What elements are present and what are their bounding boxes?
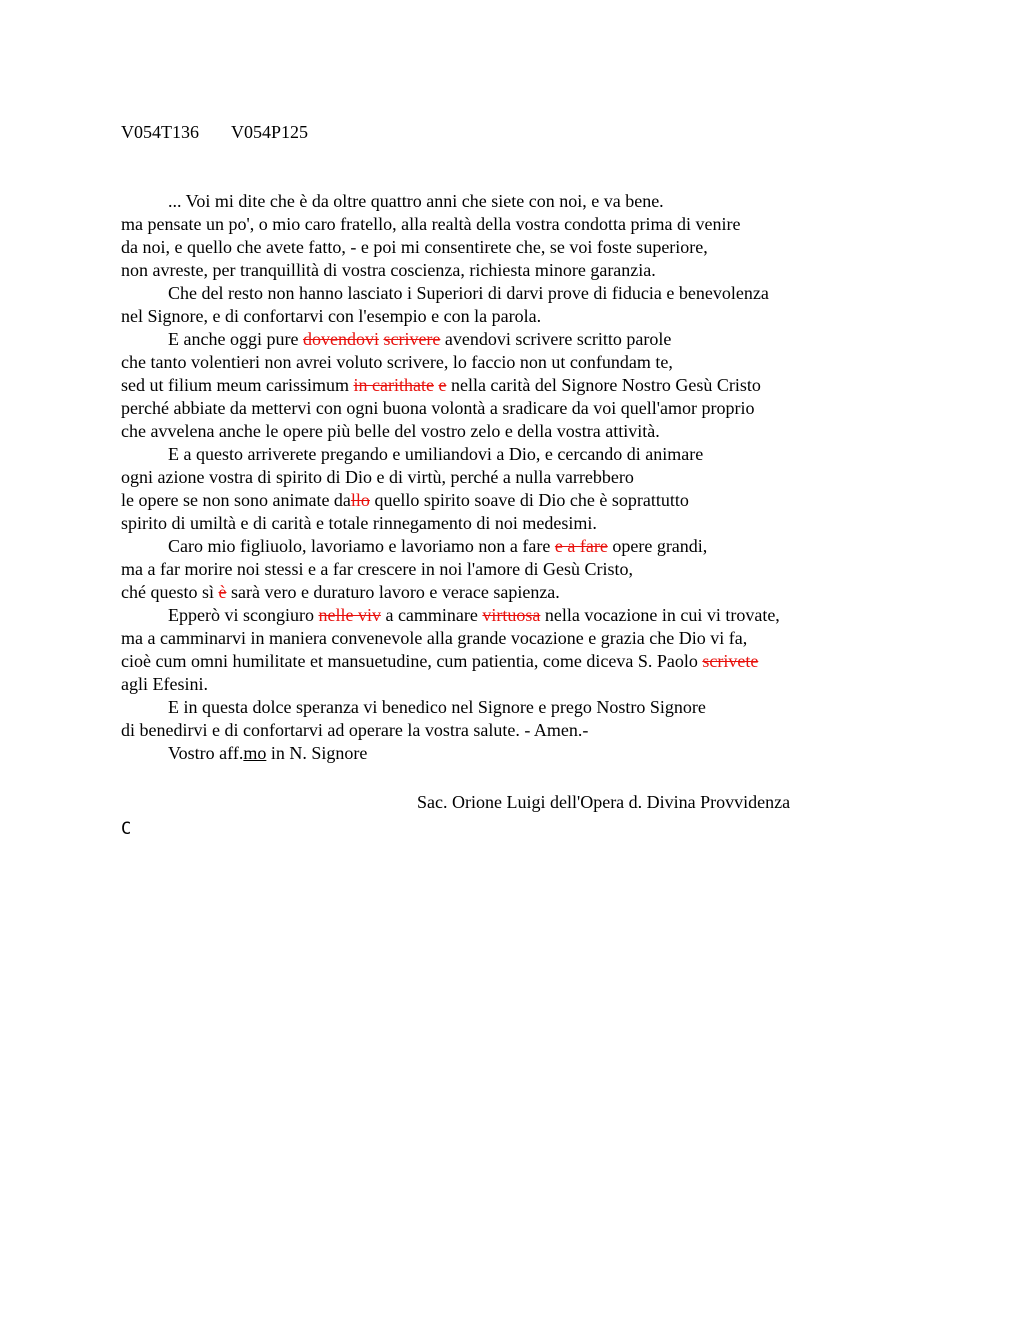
text-segment: ché questo sì xyxy=(121,582,219,602)
letter-line-6: nel Signore, e di confortarvi con l'esempio e con la parola. xyxy=(121,306,542,326)
letter-line-2: ma pensate un po', o mio caro fratello, alla realtà della vostra condotta prima di venire xyxy=(121,214,741,234)
closing-line xyxy=(121,742,901,765)
letter-line-14 xyxy=(121,489,901,512)
letter-line-16 xyxy=(121,535,901,558)
text-segment: E anche oggi pure xyxy=(168,329,303,349)
letter-line-3: da noi, e quello che avete fatto, - e poi mi consentirete che, se voi foste superiore, xyxy=(121,237,708,257)
letter-line-8: che tanto volentieri non avrei voluto scrivere, lo faccio non ut confundam te, xyxy=(121,352,673,372)
signature: Sac. Orione Luigi dell'Opera d. Divina Provvidenza xyxy=(417,792,791,812)
struck-text: e xyxy=(438,375,447,395)
text-segment: Epperò vi scongiuro xyxy=(168,605,319,625)
letter-line-19 xyxy=(121,604,901,627)
text-segment: a camminare xyxy=(380,605,483,625)
letter-line-10: perché abbiate da mettervi con ogni buona volontà a sradicare da voi quell'amor proprio xyxy=(121,398,755,418)
text-segment: opere grandi, xyxy=(607,536,708,556)
text-segment: nella vocazione in cui vi trovate, xyxy=(540,605,780,625)
letter-line-18 xyxy=(121,581,901,604)
code-t: V054T136 xyxy=(121,122,199,142)
letter-line-7 xyxy=(121,328,901,351)
text-segment: avendovi scrivere scritto parole xyxy=(440,329,672,349)
underlined-abbreviation: mo xyxy=(243,743,267,763)
footer-mark: C xyxy=(121,819,132,839)
text-segment: in N. Signore xyxy=(266,743,368,763)
struck-text: virtuosa xyxy=(482,605,541,625)
struck-text: scrivete xyxy=(702,651,759,671)
text-segment: sarà vero e duraturo lavoro e verace sapienza. xyxy=(226,582,560,602)
letter-line-9 xyxy=(121,374,901,397)
letter-line-5: Che del resto non hanno lasciato i Superiori di darvi prove di fiducia e benevolenza xyxy=(168,283,769,303)
struck-text: è xyxy=(218,582,227,602)
letter-line-13: ogni azione vostra di spirito di Dio e di virtù, perché a nulla varrebbero xyxy=(121,467,634,487)
text-segment: nella carità del Signore Nostro Gesù Cristo xyxy=(446,375,761,395)
letter-line-11: che avvelena anche le opere più belle del vostro zelo e della vostra attività. xyxy=(121,421,660,441)
struck-text: scrivere xyxy=(383,329,441,349)
letter-line-15: spirito di umiltà e di carità e totale rinnegamento di noi medesimi. xyxy=(121,513,597,533)
text-segment: quello spirito soave di Dio che è soprattutto xyxy=(369,490,689,510)
letter-line-24: di benedirvi e di confortarvi ad operare la vostra salute. - Amen.- xyxy=(121,720,589,740)
struck-text: in carithate xyxy=(353,375,434,395)
letter-line-4: non avreste, per tranquillità di vostra coscienza, richiesta minore garanzia. xyxy=(121,260,656,280)
struck-text: nelle viv xyxy=(318,605,381,625)
struck-text: e a fare xyxy=(554,536,608,556)
struck-text: dovendovi xyxy=(302,329,379,349)
letter-line-23: E in questa dolce speranza vi benedico nel Signore e prego Nostro Signore xyxy=(168,697,706,717)
text-segment: Caro mio figliuolo, lavoriamo e lavoriamo non a fare xyxy=(168,536,555,556)
letter-body xyxy=(121,190,901,765)
letter-line-12: E a questo arriverete pregando e umiliandovi a Dio, e cercando di animare xyxy=(168,444,704,464)
text-segment: Vostro aff. xyxy=(168,743,244,763)
letter-line-17: ma a far morire noi stessi e a far crescere in noi l'amore di Gesù Cristo, xyxy=(121,559,634,579)
code-p: V054P125 xyxy=(231,122,309,142)
letter-line-20: ma a camminarvi in maniera convenevole alla grande vocazione e grazia che Dio vi fa, xyxy=(121,628,748,648)
text-segment: le opere se non sono animate da xyxy=(121,490,351,510)
letter-line-22: agli Efesini. xyxy=(121,674,208,694)
letter-line-1: ... Voi mi dite che è da oltre quattro anni che siete con noi, e va bene. xyxy=(168,191,664,211)
document-codes xyxy=(121,121,308,144)
letter-line-21 xyxy=(121,650,901,673)
struck-text: llo xyxy=(350,490,370,510)
text-segment: cioè cum omni humilitate et mansuetudine, cum patientia, come diceva S. Paolo xyxy=(121,651,703,671)
text-segment: sed ut filium meum carissimum xyxy=(121,375,354,395)
